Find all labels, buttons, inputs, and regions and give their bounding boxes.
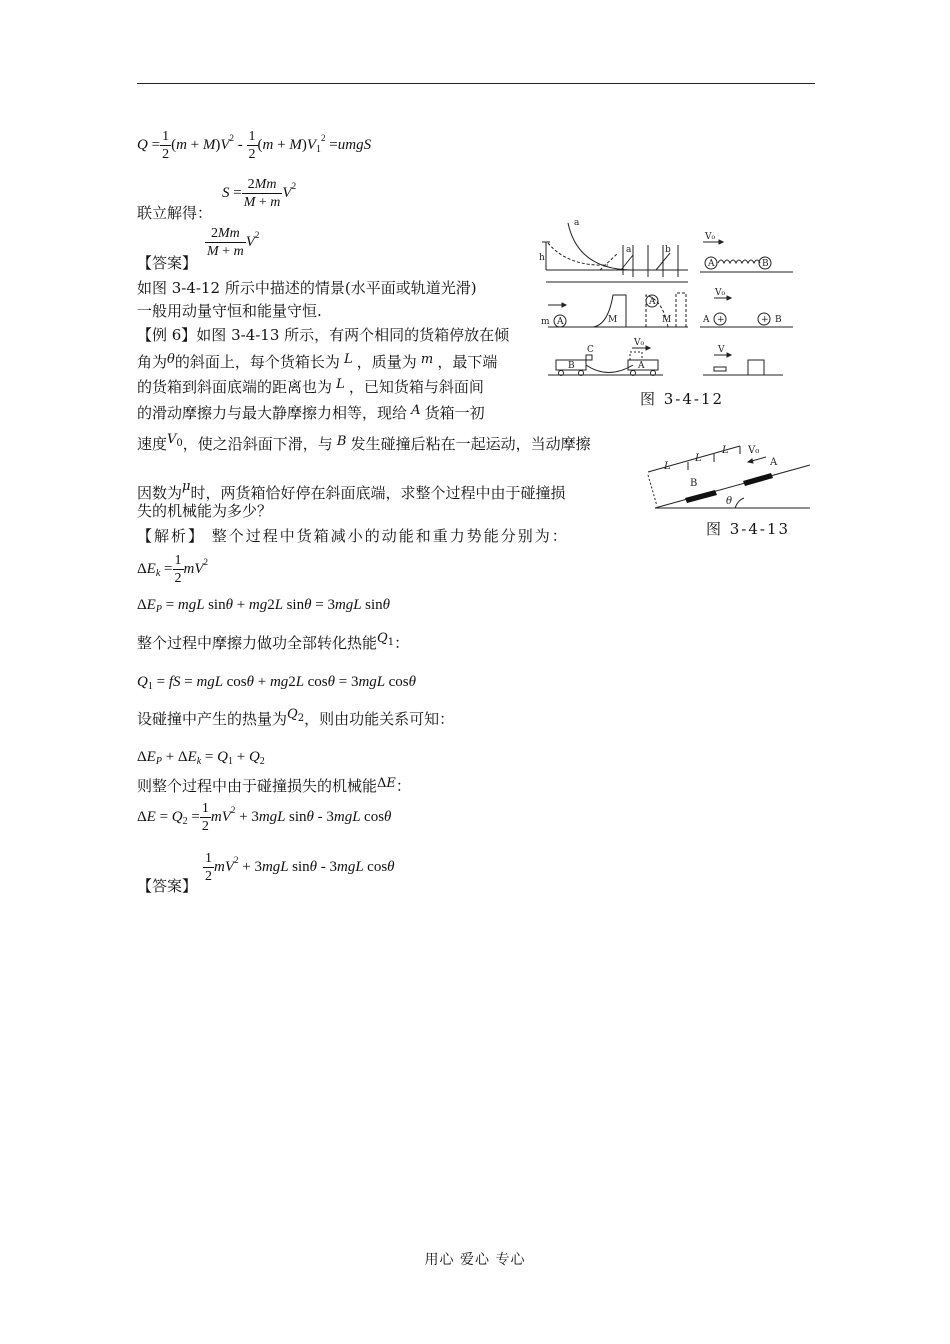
fig1-label: A xyxy=(557,317,564,327)
figure-3-4-12-caption: 图 3-4-12 xyxy=(640,390,725,408)
page-footer: 用心 爱心 专心 xyxy=(424,1252,526,1268)
answer-label-1: 【答案】 xyxy=(137,254,198,272)
fig1-label: b xyxy=(665,245,671,255)
fig1-label: V xyxy=(718,345,725,355)
example-6-line: 因数为μ时，两货箱恰好停在斜面底端，求整个过程中由于碰撞损 xyxy=(137,479,566,502)
answer-label-2: 【答案】 xyxy=(137,877,198,895)
fig1-label: M xyxy=(662,315,672,325)
figure-3-4-13-caption: 图 3-4-13 xyxy=(706,520,791,538)
fig2-label: V₀ xyxy=(748,445,760,456)
fig2-label: θ xyxy=(726,496,733,507)
figure-3-4-12 xyxy=(538,215,808,385)
equation-s: S = $\frac{2Mm}{M + m}$ $V^2$ xyxy=(222,177,297,210)
analysis-line: 【解析】 整个过程中货箱减小的动能和重力势能分别为： xyxy=(137,527,569,545)
example-6-line: 角为θ的斜面上，每个货箱长为 L ，质量为 m ，最下端 xyxy=(137,352,498,371)
equation-delta-e: $\Delta E = Q_2$ = $\frac{1}{2}$ $mV^2 + 3mgL$ sinθ - 3mgL cosθ xyxy=(137,801,392,834)
figure-3-4-13 xyxy=(640,440,810,510)
fig1-label: B xyxy=(568,361,575,371)
example-6-line: 【例 6】如图 3-4-13 所示，有两个相同的货箱停放在倾 xyxy=(137,326,510,344)
fig1-label: V₀ xyxy=(634,338,645,348)
fig1-label: A xyxy=(649,297,656,307)
paragraph-line: 如图 3-4-12 所示中描述的情景(水平面或轨道光滑) xyxy=(137,279,477,297)
example-6-line: 失的机械能为多少？ xyxy=(137,502,273,520)
equation-q: Q = $\frac{1}{2}$ $(m + M)V^2$ - $\frac{1}{2}$ $(m + M)V_1^2$ =umgS xyxy=(137,129,372,162)
fig1-label: A xyxy=(708,259,715,269)
example-6-line: 速度$V_0$，使之沿斜面下滑，与 B 发生碰撞后粘在一起运动，当动摩擦 xyxy=(137,432,591,453)
fig2-label: L xyxy=(722,445,729,456)
analysis-line: 则整个过程中由于碰撞损失的机械能ΔE： xyxy=(137,776,411,795)
header-rule xyxy=(137,83,815,84)
example-6-line: 的货箱到斜面底端的距离也为 L ，已知货箱与斜面间 xyxy=(137,377,484,396)
equation-delta-ep: $\Delta E_P$ = mgL sinθ + mg2L sinθ = 3mgL sinθ xyxy=(137,597,390,615)
fig2-label: B xyxy=(690,478,698,489)
answer-1-expression: $\frac{2Mm}{M + m}$ $V^2$ xyxy=(207,226,260,259)
equation-delta-ek: $\Delta E_k$ = $\frac{1}{2}$ $mV^2$ xyxy=(137,553,208,586)
fig2-label: L xyxy=(664,461,671,472)
fig1-label: + xyxy=(761,315,769,325)
equation-energy-balance: $\Delta E_P + \Delta E_k = Q_1 + Q_2$ xyxy=(137,749,265,767)
fig1-label: a xyxy=(574,218,580,228)
fig1-label: A xyxy=(638,361,645,371)
fig1-label: a xyxy=(626,245,632,255)
analysis-line: 设碰撞中产生的热量为$Q_2$，则由功能关系可知： xyxy=(137,707,455,728)
fig1-label: V₀ xyxy=(705,232,716,242)
answer-2-expression: $\frac{1}{2}$ $mV^2 + 3mgL$ sinθ - 3mgL cosθ xyxy=(205,851,395,884)
example-6-line: 的滑动摩擦力与最大静摩擦力相等，现给 A 货箱一初 xyxy=(137,403,485,422)
analysis-line: 整个过程中摩擦力做功全部转化热能$Q_1$： xyxy=(137,631,410,652)
fig1-label: h xyxy=(539,253,545,263)
fig2-label: A xyxy=(770,457,778,468)
solve-label: 联立解得： xyxy=(137,204,213,222)
fig1-label: A xyxy=(703,315,710,325)
paragraph-line: 一般用动量守恒和能量守恒. xyxy=(137,302,322,320)
fig1-label: B xyxy=(762,259,769,269)
fig1-label: V₀ xyxy=(715,288,726,298)
equation-q1: $Q_1$ = fS = mgL cosθ + mg2L cosθ = 3mgL cosθ xyxy=(137,674,416,692)
fig1-label: M xyxy=(608,315,618,325)
fig1-label: B xyxy=(775,315,782,325)
fig1-label: m xyxy=(541,317,550,327)
fig2-label: L xyxy=(695,453,702,464)
fig1-label: + xyxy=(717,315,725,325)
fig1-label: C xyxy=(587,345,594,355)
